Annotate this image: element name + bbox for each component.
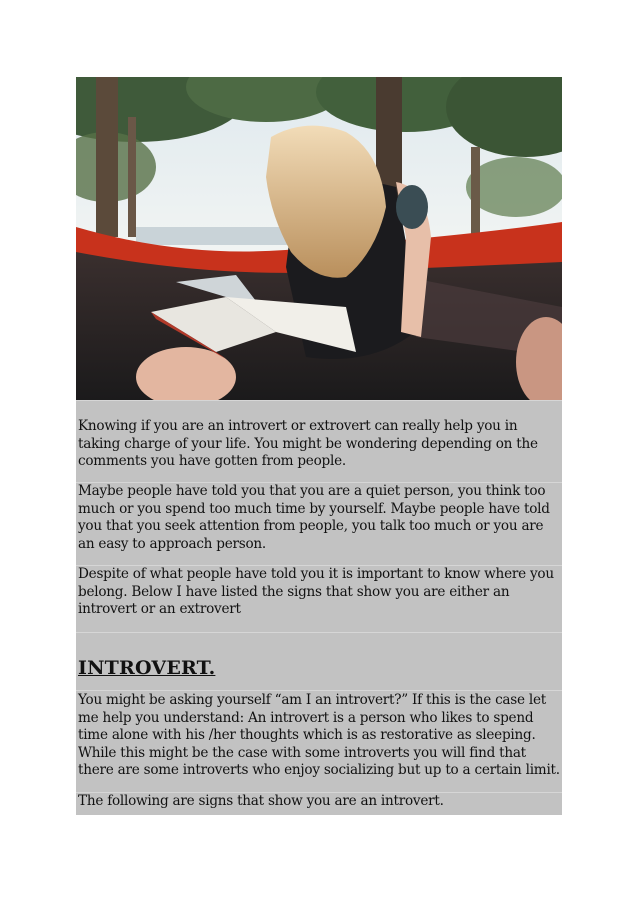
divider — [76, 690, 562, 691]
section-heading-introvert: INTROVERT. — [78, 657, 216, 679]
divider — [76, 632, 562, 633]
article-text-block — [76, 400, 562, 815]
paragraph-where-you-belong: Despite of what people have told you it is important to know where you belong. Below I have listed the signs that show you are either an introvert or an extrovert — [78, 566, 554, 618]
woman-reading-photo-icon — [76, 77, 562, 400]
paragraph-quiet-person: Maybe people have told you that you are a quiet person, you think too much or you spend too much time by yourself. Maybe people have told you that you seek attention from people, you talk too much or you are an easy to approach person. — [78, 483, 550, 552]
paragraph-signs-intro: The following are signs that show you are an introvert. — [78, 793, 444, 809]
hero-photo — [76, 77, 562, 400]
paragraph-introvert-definition: You might be asking yourself “am I an introvert?” If this is the case let me help you understand: An introvert is a person who likes to spend time alone with his /her thoughts which is as restorative as sleeping. While this might be the case with some introverts you will find that there are some introverts who enjoy socializing but up to a certain limit. — [78, 692, 560, 779]
paragraph-intro: Knowing if you are an introvert or extrovert can really help you in taking charge of your life. You might be wondering depending on the comments you have gotten from people. — [78, 418, 538, 470]
divider — [76, 400, 562, 401]
